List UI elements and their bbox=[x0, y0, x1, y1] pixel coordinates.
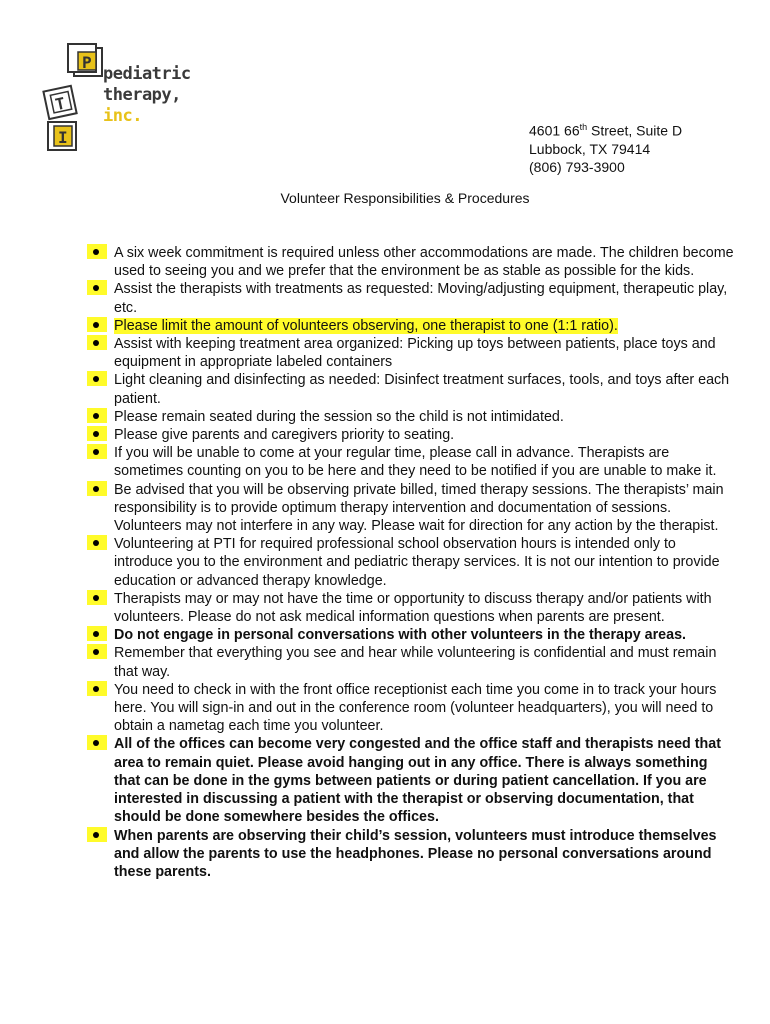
list-item: Volunteering at PTI for required professional school observation hours is intended only to introduce you to the environment and pediatric therapy services. It is not our intention to provide education or advanced therapy knowledge. bbox=[84, 535, 734, 590]
logo-block-p bbox=[68, 44, 102, 76]
document-title: Volunteer Responsibilities & Procedures bbox=[280, 190, 530, 206]
logo-block-t bbox=[43, 86, 76, 119]
responsibilities-list bbox=[84, 244, 734, 881]
bullet-icon bbox=[87, 244, 107, 259]
list-item: All of the offices can become very congested and the office staff and therapists need that area to remain quiet. Please avoid hanging out in any office. There is always something that can be done in the gyms between patients or during patient cancellation. If you are interested in discussing a patient with the therapist or observing documentation, that should be done somewhere besides the offices. bbox=[84, 735, 734, 826]
list-item: Please limit the amount of volunteers observing, one therapist to one (1:1 ratio). bbox=[84, 317, 734, 335]
list-item: Please give parents and caregivers priority to seating. bbox=[84, 426, 734, 444]
bullet-icon bbox=[87, 681, 107, 696]
list-item: Be advised that you will be observing private billed, timed therapy sessions. The therapists’ main responsibility is to provide optimum therapy intervention and documentation of sessions. Volunteers may not interfere in any way. Please wait for direction for any action by the therapist. bbox=[84, 481, 734, 536]
list-item: A six week commitment is required unless other accommodations are made. The children become used to seeing you and we prefer that the environment be as stable as possible for the kids. bbox=[84, 244, 734, 280]
list-item: Assist the therapists with treatments as requested: Moving/adjusting equipment, therapeutic play, etc. bbox=[84, 280, 734, 316]
list-item: When parents are observing their child’s session, volunteers must introduce themselves and allow the parents to use the headphones. Please no personal conversations around these parents. bbox=[84, 827, 734, 882]
bullet-icon bbox=[87, 590, 107, 605]
list-item: Please remain seated during the session so the child is not intimidated. bbox=[84, 408, 734, 426]
logo-block-i-letter: I bbox=[58, 128, 68, 147]
list-item: Light cleaning and disinfecting as needed: Disinfect treatment surfaces, tools, and toys after each patient. bbox=[84, 371, 734, 407]
bullet-icon bbox=[87, 481, 107, 496]
list-item: Assist with keeping treatment area organized: Picking up toys between patients, place toys and equipment in appropriate labeled containers bbox=[84, 335, 734, 371]
bullet-icon bbox=[87, 644, 107, 659]
list-item: Do not engage in personal conversations with other volunteers in the therapy areas. bbox=[84, 626, 734, 644]
address-street: 4601 66th Street, Suite D bbox=[529, 122, 683, 139]
list-item: Therapists may or may not have the time or opportunity to discuss therapy and/or patients with volunteers. Please do not ask medical information questions when parents are present. bbox=[84, 590, 734, 626]
logo-wordmark bbox=[103, 64, 191, 127]
bullet-icon bbox=[87, 735, 107, 750]
logo-block-t-letter: T bbox=[53, 93, 67, 115]
bullet-icon bbox=[87, 426, 107, 441]
bullet-icon bbox=[87, 335, 107, 350]
address-block bbox=[529, 118, 682, 176]
bullet-icon bbox=[87, 317, 107, 332]
logo-line-1: pediatric bbox=[103, 64, 191, 84]
bullet-icon bbox=[87, 444, 107, 459]
logo-block-i bbox=[48, 122, 76, 150]
address-phone: (806) 793-3900 bbox=[529, 158, 625, 175]
bullet-icon bbox=[87, 827, 107, 842]
bullet-icon bbox=[87, 280, 107, 295]
bullet-icon bbox=[87, 535, 107, 550]
bullet-icon bbox=[87, 371, 107, 386]
logo-block-p-letter: P bbox=[82, 53, 92, 72]
bullet-icon bbox=[87, 626, 107, 641]
list-item: If you will be unable to come at your regular time, please call in advance. Therapists are sometimes counting on you to be here and they need to be notified if you are unable to make it. bbox=[84, 444, 734, 480]
address-city: Lubbock, TX 79414 bbox=[529, 140, 651, 157]
list-item: Remember that everything you see and hear while volunteering is confidential and must remain that way. bbox=[84, 644, 734, 680]
bullet-icon bbox=[87, 408, 107, 423]
list-item: You need to check in with the front office receptionist each time you come in to track your hours here. You will sign-in and out in the conference room (volunteer headquarters), you will need to obtain a nametag each time you volunteer. bbox=[84, 681, 734, 736]
logo-line-2: therapy, bbox=[103, 85, 181, 105]
logo-line-3: inc. bbox=[103, 106, 142, 126]
